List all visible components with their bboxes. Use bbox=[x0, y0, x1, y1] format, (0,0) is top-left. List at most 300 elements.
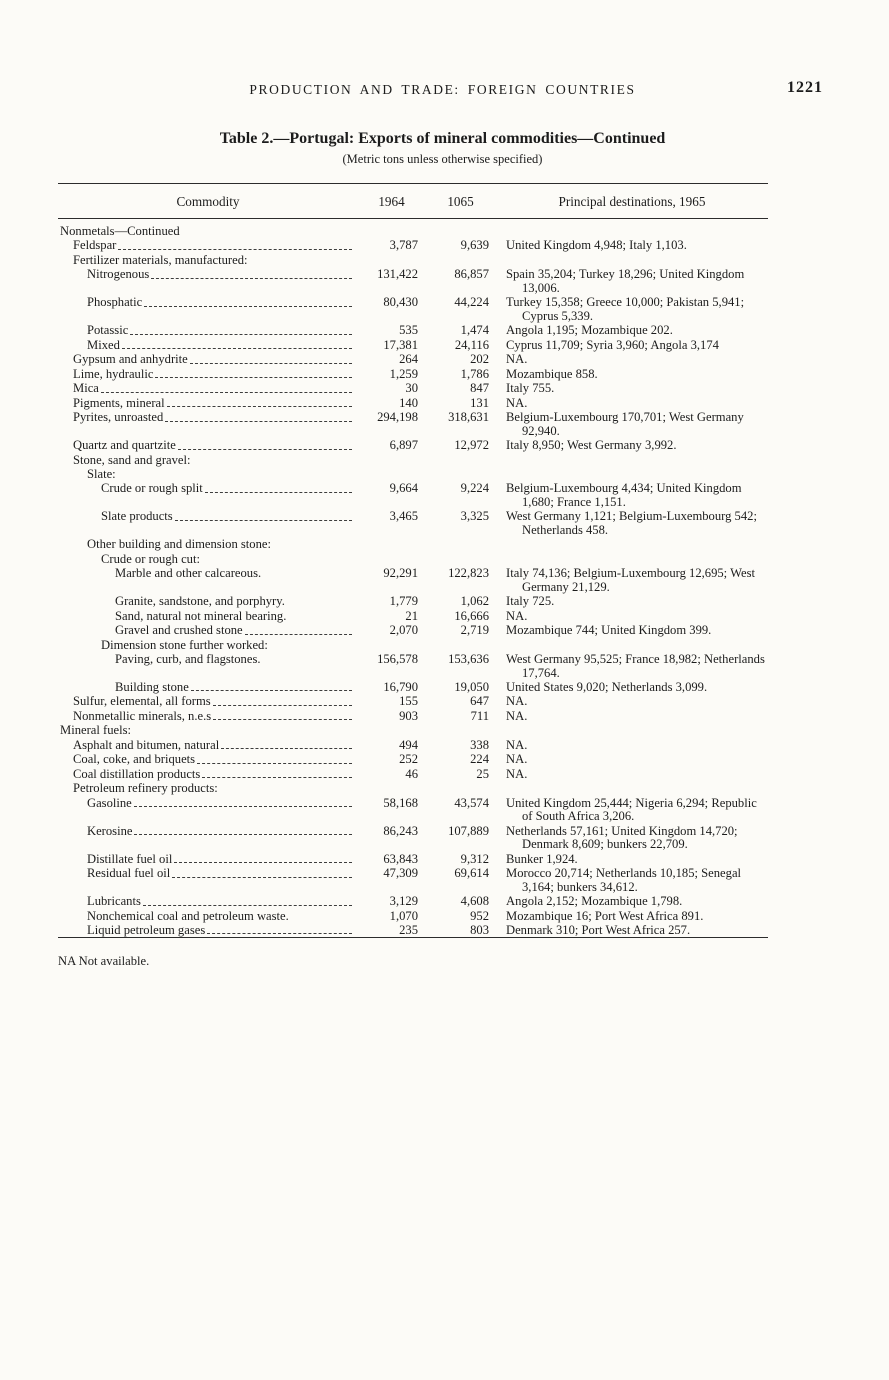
value-v1964: 140 bbox=[399, 395, 418, 410]
value-v1964: 63,843 bbox=[383, 851, 418, 866]
commodity-cell bbox=[58, 738, 358, 752]
destinations-cell bbox=[496, 352, 768, 366]
destinations-cell bbox=[496, 738, 768, 752]
leader-line bbox=[213, 719, 352, 720]
leader-line bbox=[122, 348, 352, 349]
destinations-cell bbox=[496, 295, 768, 323]
leader-line bbox=[167, 406, 352, 407]
commodity-label: Slate products bbox=[101, 509, 173, 524]
value-v1965: 25 bbox=[476, 766, 489, 781]
destinations-cell bbox=[496, 694, 768, 708]
value-v1965: 711 bbox=[470, 708, 489, 723]
leader-line bbox=[190, 363, 352, 364]
table-row bbox=[58, 738, 768, 752]
commodity-label: Gasoline bbox=[87, 795, 132, 810]
commodity-cell bbox=[58, 824, 358, 852]
table-row bbox=[58, 824, 768, 852]
table-body bbox=[58, 219, 768, 938]
value-v1964 bbox=[358, 467, 425, 481]
commodity-label: Other building and dimension stone: bbox=[87, 537, 271, 552]
destinations-cell bbox=[496, 467, 768, 481]
commodity-label: Gravel and crushed stone bbox=[115, 623, 243, 638]
leader-line bbox=[165, 421, 352, 422]
running-header-text: PRODUCTION AND TRADE: FOREIGN COUNTRIES bbox=[249, 82, 636, 97]
value-v1965: 1,062 bbox=[460, 594, 489, 609]
destinations-cell bbox=[496, 323, 768, 337]
leader-line bbox=[245, 634, 352, 635]
commodity-cell bbox=[58, 680, 358, 694]
value-v1964: 9,664 bbox=[389, 481, 418, 496]
value-v1965: 338 bbox=[470, 737, 489, 752]
destinations-cell bbox=[496, 509, 768, 537]
destinations-cell bbox=[496, 723, 768, 737]
table-row bbox=[58, 267, 768, 295]
value-v1964: 1,779 bbox=[389, 594, 418, 609]
table-row bbox=[58, 367, 768, 381]
commodity-label: Quartz and quartzite bbox=[73, 438, 176, 453]
exports-table bbox=[58, 183, 768, 938]
commodity-label: Nonmetals—Continued bbox=[60, 224, 180, 238]
value-v1964 bbox=[358, 552, 425, 566]
destinations-text: Italy 755. bbox=[506, 381, 555, 396]
value-v1965: 24,116 bbox=[454, 337, 489, 352]
destinations-cell bbox=[496, 923, 768, 938]
table-row bbox=[58, 894, 768, 908]
destinations-cell bbox=[496, 852, 768, 866]
column-header-1965: 1065 bbox=[425, 184, 496, 219]
destinations-text: West Germany 1,121; Belgium-Luxembourg 542; Netherlands 458. bbox=[506, 509, 757, 537]
commodity-label: Residual fuel oil bbox=[87, 866, 171, 881]
destinations-text: United States 9,020; Netherlands 3,099. bbox=[506, 680, 708, 694]
value-v1964: 6,897 bbox=[389, 438, 418, 453]
destinations-cell bbox=[496, 537, 768, 551]
value-v1964: 903 bbox=[399, 708, 418, 723]
destinations-cell bbox=[496, 338, 768, 352]
commodity-cell bbox=[58, 796, 358, 824]
value-v1964: 235 bbox=[399, 922, 418, 937]
commodity-label: Crude or rough split bbox=[101, 481, 203, 496]
value-v1964: 1,070 bbox=[389, 908, 418, 923]
page-number: 1221 bbox=[787, 79, 823, 96]
commodity-label: Nitrogenous bbox=[87, 267, 150, 282]
table-row bbox=[58, 680, 768, 694]
commodity-cell bbox=[58, 438, 358, 452]
value-v1965: 107,889 bbox=[448, 823, 489, 838]
commodity-label: Pyrites, unroasted bbox=[73, 410, 164, 425]
leader-line bbox=[213, 705, 352, 706]
destinations-cell bbox=[496, 623, 768, 637]
table-row bbox=[58, 552, 768, 566]
value-v1965: 44,224 bbox=[454, 295, 489, 310]
commodity-label: Mineral fuels: bbox=[60, 723, 131, 738]
leader-line bbox=[197, 763, 352, 764]
destinations-text: Turkey 15,358; Greece 10,000; Pakistan 5,941; Cyprus 5,339. bbox=[506, 295, 745, 323]
commodity-cell bbox=[58, 410, 358, 438]
commodity-label: Granite, sandstone, and porphyry. bbox=[115, 594, 285, 609]
value-v1964 bbox=[358, 537, 425, 551]
commodity-label: Kerosine bbox=[87, 823, 133, 838]
destinations-text: Italy 725. bbox=[506, 594, 555, 609]
value-v1964: 47,309 bbox=[383, 866, 418, 881]
value-v1964: 1,259 bbox=[389, 366, 418, 381]
table-row bbox=[58, 652, 768, 680]
destinations-cell bbox=[496, 566, 768, 594]
table-row bbox=[58, 709, 768, 723]
table-row bbox=[58, 909, 768, 923]
destinations-cell bbox=[496, 267, 768, 295]
value-v1965: 647 bbox=[470, 694, 489, 709]
commodity-cell bbox=[58, 566, 358, 594]
commodity-cell bbox=[58, 381, 358, 395]
value-v1965: 318,631 bbox=[448, 410, 489, 425]
table-footnote: NA Not available. bbox=[58, 954, 150, 969]
commodity-label: Gypsum and anhydrite bbox=[73, 352, 188, 367]
destinations-cell bbox=[496, 367, 768, 381]
destinations-cell bbox=[496, 866, 768, 894]
value-v1964 bbox=[358, 638, 425, 652]
value-v1965: 12,972 bbox=[454, 438, 489, 453]
value-v1965: 19,050 bbox=[454, 680, 489, 694]
column-header-destinations: Principal destinations, 1965 bbox=[496, 184, 768, 219]
table-row bbox=[58, 566, 768, 594]
value-v1965: 1,786 bbox=[460, 366, 489, 381]
commodity-cell bbox=[58, 767, 358, 781]
commodity-label: Phosphatic bbox=[87, 295, 143, 310]
destinations-cell bbox=[496, 410, 768, 438]
table-row bbox=[58, 509, 768, 537]
leader-line bbox=[202, 777, 352, 778]
value-v1965 bbox=[425, 537, 496, 551]
commodity-label: Sulfur, elemental, all forms bbox=[73, 694, 211, 709]
value-v1965 bbox=[425, 638, 496, 652]
value-v1964: 3,465 bbox=[389, 509, 418, 524]
commodity-cell bbox=[58, 467, 358, 481]
destinations-cell bbox=[496, 438, 768, 452]
value-v1965: 9,224 bbox=[460, 481, 489, 496]
table-row bbox=[58, 594, 768, 608]
value-v1964: 92,291 bbox=[383, 566, 418, 581]
destinations-text: NA. bbox=[506, 708, 528, 723]
commodity-label: Crude or rough cut: bbox=[101, 551, 200, 566]
leader-line bbox=[191, 690, 352, 691]
table-row bbox=[58, 381, 768, 395]
destinations-cell bbox=[496, 824, 768, 852]
column-header-commodity: Commodity bbox=[58, 184, 358, 219]
value-v1965: 2,719 bbox=[460, 623, 489, 638]
value-v1965: 1,474 bbox=[460, 323, 489, 338]
leader-line bbox=[174, 862, 352, 863]
destinations-text: Mozambique 16; Port West Africa 891. bbox=[506, 908, 704, 923]
destinations-cell bbox=[496, 594, 768, 608]
table-row bbox=[58, 481, 768, 509]
commodity-label: Coal, coke, and briquets bbox=[73, 752, 196, 767]
value-v1965: 952 bbox=[470, 908, 489, 923]
destinations-text: NA. bbox=[506, 737, 528, 752]
destinations-cell bbox=[496, 253, 768, 267]
destinations-cell bbox=[496, 909, 768, 923]
table-row bbox=[58, 623, 768, 637]
commodity-label: Liquid petroleum gases bbox=[87, 922, 206, 937]
value-v1965: 122,823 bbox=[448, 566, 489, 581]
commodity-label: Stone, sand and gravel: bbox=[73, 452, 191, 467]
running-header bbox=[58, 79, 827, 98]
destinations-text: Denmark 310; Port West Africa 257. bbox=[506, 922, 691, 937]
value-v1964: 17,381 bbox=[383, 337, 418, 352]
leader-line bbox=[144, 306, 352, 307]
leader-line bbox=[130, 334, 352, 335]
commodity-label: Asphalt and bitumen, natural bbox=[73, 737, 220, 752]
value-v1964: 264 bbox=[399, 352, 418, 367]
table-row bbox=[58, 752, 768, 766]
table-row bbox=[58, 295, 768, 323]
commodity-cell bbox=[58, 594, 358, 608]
value-v1964: 46 bbox=[405, 766, 418, 781]
value-v1965: 131 bbox=[470, 395, 489, 410]
destinations-cell bbox=[496, 796, 768, 824]
destinations-cell bbox=[496, 638, 768, 652]
value-v1965: 803 bbox=[470, 922, 489, 937]
header-row bbox=[58, 184, 768, 219]
commodity-label: Slate: bbox=[87, 466, 116, 481]
commodity-label: Nonmetallic minerals, n.e.s bbox=[73, 708, 212, 723]
table-row bbox=[58, 923, 768, 938]
commodity-cell bbox=[58, 652, 358, 680]
table-row bbox=[58, 694, 768, 708]
destinations-text: NA. bbox=[506, 352, 528, 367]
destinations-text: United Kingdom 25,444; Nigeria 6,294; Republic of South Africa 3,206. bbox=[506, 795, 757, 824]
destinations-cell bbox=[496, 767, 768, 781]
value-v1965: 224 bbox=[470, 752, 489, 767]
table-header bbox=[58, 184, 768, 219]
destinations-text: Mozambique 744; United Kingdom 399. bbox=[506, 623, 712, 638]
table-row bbox=[58, 767, 768, 781]
destinations-text: NA. bbox=[506, 395, 528, 410]
destinations-text: United Kingdom 4,948; Italy 1,103. bbox=[506, 238, 687, 253]
destinations-text: Mozambique 858. bbox=[506, 366, 598, 381]
value-v1964: 80,430 bbox=[383, 295, 418, 310]
leader-line bbox=[134, 806, 352, 807]
table-subtitle: (Metric tons unless otherwise specified) bbox=[342, 152, 543, 166]
table-row bbox=[58, 723, 768, 737]
leader-line bbox=[101, 392, 352, 393]
table-row bbox=[58, 253, 768, 267]
value-v1964 bbox=[358, 723, 425, 737]
commodity-label: Pigments, mineral bbox=[73, 395, 165, 410]
value-v1965: 86,857 bbox=[454, 267, 489, 282]
value-v1964: 252 bbox=[399, 752, 418, 767]
commodity-label: Lime, hydraulic bbox=[73, 366, 154, 381]
table-row bbox=[58, 410, 768, 438]
leader-line bbox=[207, 933, 352, 934]
value-v1965 bbox=[425, 253, 496, 267]
table-row bbox=[58, 453, 768, 467]
value-v1965: 9,312 bbox=[460, 851, 489, 866]
destinations-text: NA. bbox=[506, 766, 528, 781]
commodity-cell bbox=[58, 338, 358, 352]
commodity-cell bbox=[58, 909, 358, 923]
commodity-label: Distillate fuel oil bbox=[87, 851, 173, 866]
value-v1964: 86,243 bbox=[383, 823, 418, 838]
commodity-cell bbox=[58, 253, 358, 267]
value-v1965: 847 bbox=[470, 381, 489, 396]
destinations-text: Morocco 20,714; Netherlands 10,185; Senegal 3,164; bunkers 34,612. bbox=[506, 866, 742, 894]
table-row bbox=[58, 238, 768, 252]
commodity-cell bbox=[58, 709, 358, 723]
value-v1964: 21 bbox=[405, 608, 418, 623]
commodity-cell bbox=[58, 552, 358, 566]
destinations-cell bbox=[496, 752, 768, 766]
table-row bbox=[58, 219, 768, 239]
value-v1964: 131,422 bbox=[377, 267, 418, 282]
leader-line bbox=[178, 449, 352, 450]
value-v1965 bbox=[425, 219, 496, 239]
value-v1965: 4,608 bbox=[460, 894, 489, 909]
destinations-text: Italy 8,950; West Germany 3,992. bbox=[506, 438, 677, 453]
value-v1965 bbox=[425, 552, 496, 566]
commodity-label: Potassic bbox=[87, 323, 129, 338]
table-row bbox=[58, 866, 768, 894]
table-row bbox=[58, 338, 768, 352]
destinations-cell bbox=[496, 709, 768, 723]
table-row bbox=[58, 796, 768, 824]
table-row bbox=[58, 852, 768, 866]
commodity-label: Mixed bbox=[87, 337, 120, 352]
commodity-label: Nonchemical coal and petroleum waste. bbox=[87, 908, 289, 923]
commodity-label: Petroleum refinery products: bbox=[73, 781, 218, 796]
commodity-label: Mica bbox=[73, 381, 99, 396]
destinations-cell bbox=[496, 481, 768, 509]
commodity-cell bbox=[58, 866, 358, 894]
value-v1965: 202 bbox=[470, 352, 489, 367]
destinations-text: NA. bbox=[506, 608, 528, 623]
value-v1964: 16,790 bbox=[383, 680, 418, 694]
value-v1965: 3,325 bbox=[460, 509, 489, 524]
leader-line bbox=[134, 834, 352, 835]
commodity-cell bbox=[58, 396, 358, 410]
commodity-label: Dimension stone further worked: bbox=[101, 637, 268, 652]
destinations-text: Angola 2,152; Mozambique 1,798. bbox=[506, 894, 683, 909]
destinations-text: Spain 35,204; Turkey 18,296; United Kingdom 13,006. bbox=[506, 267, 745, 295]
destinations-text: West Germany 95,525; France 18,982; Netherlands 17,764. bbox=[506, 652, 765, 680]
value-v1965: 9,639 bbox=[460, 238, 489, 253]
commodity-cell bbox=[58, 323, 358, 337]
commodity-label: Building stone bbox=[115, 680, 189, 694]
table-row bbox=[58, 537, 768, 551]
value-v1964: 30 bbox=[405, 381, 418, 396]
leader-line bbox=[205, 492, 352, 493]
commodity-cell bbox=[58, 537, 358, 551]
destinations-text: Netherlands 57,161; United Kingdom 14,720; Denmark 8,609; bunkers 22,709. bbox=[506, 823, 738, 852]
commodity-cell bbox=[58, 723, 358, 737]
value-v1964 bbox=[358, 453, 425, 467]
leader-line bbox=[175, 520, 352, 521]
leader-line bbox=[221, 748, 352, 749]
destinations-text: NA. bbox=[506, 752, 528, 767]
value-v1964: 3,129 bbox=[389, 894, 418, 909]
table-row bbox=[58, 323, 768, 337]
destinations-text: Belgium-Luxembourg 4,434; United Kingdom 1,680; France 1,151. bbox=[506, 481, 742, 509]
destinations-text: NA. bbox=[506, 694, 528, 709]
value-v1964 bbox=[358, 781, 425, 795]
value-v1964: 58,168 bbox=[383, 795, 418, 810]
destinations-cell bbox=[496, 219, 768, 239]
leader-line bbox=[155, 377, 352, 378]
commodity-label: Marble and other calcareous. bbox=[115, 566, 262, 581]
value-v1965 bbox=[425, 467, 496, 481]
commodity-cell bbox=[58, 453, 358, 467]
table-row bbox=[58, 781, 768, 795]
commodity-cell bbox=[58, 267, 358, 295]
destinations-cell bbox=[496, 238, 768, 252]
value-v1964: 156,578 bbox=[377, 652, 418, 667]
destinations-cell bbox=[496, 396, 768, 410]
commodity-label: Coal distillation products bbox=[73, 766, 201, 781]
leader-line bbox=[118, 249, 352, 250]
value-v1964: 294,198 bbox=[377, 410, 418, 425]
table-row bbox=[58, 467, 768, 481]
commodity-cell bbox=[58, 638, 358, 652]
value-v1964: 155 bbox=[399, 694, 418, 709]
destinations-cell bbox=[496, 781, 768, 795]
commodity-cell bbox=[58, 623, 358, 637]
destinations-cell bbox=[496, 894, 768, 908]
destinations-cell bbox=[496, 381, 768, 395]
value-v1964: 494 bbox=[399, 737, 418, 752]
destinations-cell bbox=[496, 453, 768, 467]
leader-line bbox=[151, 278, 352, 279]
destinations-cell bbox=[496, 680, 768, 694]
commodity-cell bbox=[58, 752, 358, 766]
commodity-cell bbox=[58, 781, 358, 795]
value-v1965 bbox=[425, 723, 496, 737]
commodity-cell bbox=[58, 367, 358, 381]
value-v1964: 535 bbox=[399, 323, 418, 338]
commodity-cell bbox=[58, 509, 358, 537]
leader-line bbox=[172, 877, 352, 878]
table-row bbox=[58, 352, 768, 366]
value-v1965: 69,614 bbox=[454, 866, 489, 881]
commodity-cell bbox=[58, 694, 358, 708]
value-v1965: 43,574 bbox=[454, 795, 489, 810]
destinations-text: Cyprus 11,709; Syria 3,960; Angola 3,174 bbox=[506, 337, 719, 352]
leader-line bbox=[143, 905, 352, 906]
value-v1964: 2,070 bbox=[389, 623, 418, 638]
commodity-cell bbox=[58, 295, 358, 323]
table-row bbox=[58, 396, 768, 410]
column-header-1964: 1964 bbox=[358, 184, 425, 219]
table-row bbox=[58, 609, 768, 623]
table-row bbox=[58, 438, 768, 452]
commodity-cell bbox=[58, 238, 358, 252]
commodity-label: Sand, natural not mineral bearing. bbox=[115, 608, 287, 623]
commodity-cell bbox=[58, 852, 358, 866]
destinations-cell bbox=[496, 609, 768, 623]
value-v1964: 3,787 bbox=[389, 238, 418, 253]
value-v1964 bbox=[358, 253, 425, 267]
commodity-cell bbox=[58, 481, 358, 509]
commodity-cell bbox=[58, 894, 358, 908]
commodity-label: Lubricants bbox=[87, 894, 141, 909]
destinations-cell bbox=[496, 652, 768, 680]
value-v1965 bbox=[425, 781, 496, 795]
destinations-text: Bunker 1,924. bbox=[506, 851, 578, 866]
value-v1965 bbox=[425, 453, 496, 467]
value-v1965: 16,666 bbox=[454, 608, 489, 623]
value-v1965: 153,636 bbox=[448, 652, 489, 667]
destinations-cell bbox=[496, 552, 768, 566]
destinations-text: Angola 1,195; Mozambique 202. bbox=[506, 323, 673, 338]
commodity-cell bbox=[58, 609, 358, 623]
